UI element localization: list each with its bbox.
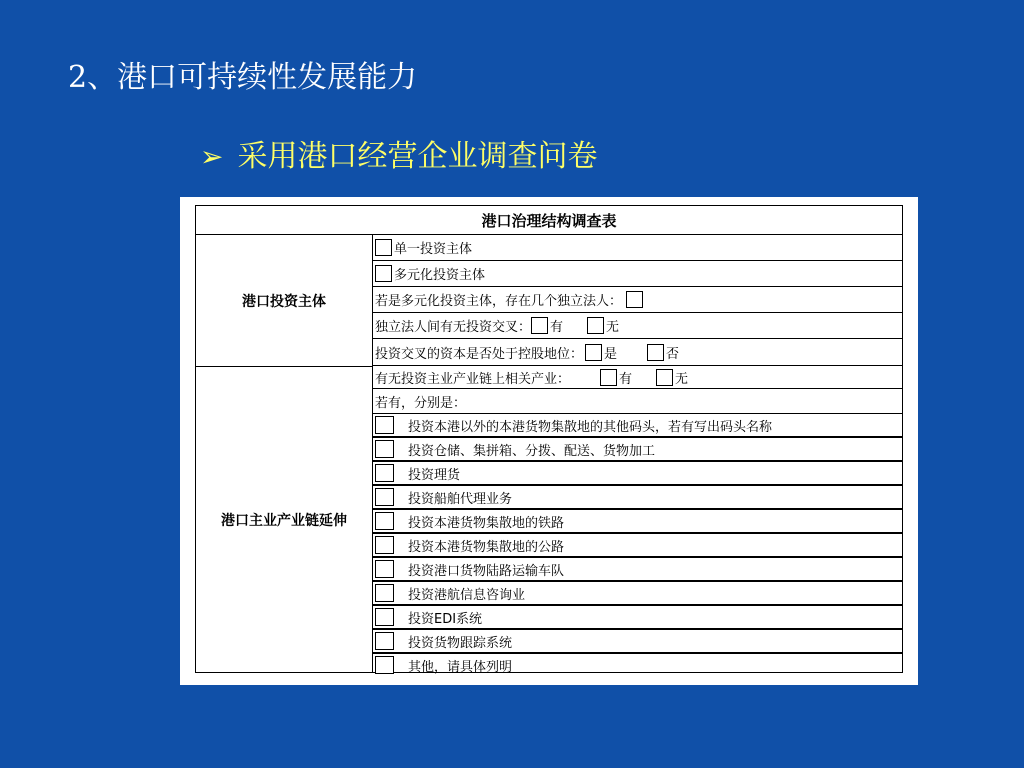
list-item	[373, 462, 902, 486]
label-if-yes: 若有，分别是：	[375, 395, 467, 411]
label-related-industry: 有无投资主业产业链上相关产业：	[375, 372, 571, 387]
list-item	[373, 486, 902, 510]
list-item	[373, 510, 902, 534]
checkbox-legal-count[interactable]	[626, 291, 643, 308]
row-multi-investor	[373, 261, 902, 287]
label-single-investor: 单一投资主体	[394, 242, 473, 257]
option-control-no: 否	[666, 346, 680, 362]
option-cross-have: 有	[550, 320, 564, 335]
list-item	[373, 414, 902, 438]
option-related-have: 有	[619, 372, 633, 387]
item-label: 投资EDI系统	[408, 611, 483, 627]
checkbox-multi-investor[interactable]	[375, 265, 392, 282]
list-item	[373, 630, 902, 654]
list-item	[373, 654, 902, 676]
checkbox-item[interactable]	[375, 440, 394, 458]
survey-sheet	[180, 197, 918, 685]
checkbox-cross-none[interactable]	[587, 317, 604, 334]
bullet-text: 采用港口经营企业调查问卷	[237, 139, 598, 174]
checkbox-item[interactable]	[375, 608, 394, 626]
section-label-investor: 港口投资主体	[196, 235, 373, 367]
item-label: 投资港口货物陆路运输车队	[408, 563, 565, 579]
row-related-industry	[373, 367, 902, 389]
item-label: 投资仓储、集拼箱、分拨、配送、货物加工	[408, 443, 656, 459]
option-control-yes: 是	[604, 346, 618, 362]
row-cross-invest	[373, 313, 902, 339]
checkbox-item[interactable]	[375, 560, 394, 578]
list-item	[373, 606, 902, 630]
checkbox-related-have[interactable]	[600, 369, 617, 386]
item-label: 投资本港以外的本港货物集散地的其他码头，若有写出码头名称	[408, 419, 773, 435]
item-label: 投资理货	[408, 467, 461, 483]
list-item	[373, 438, 902, 462]
row-if-yes	[373, 389, 902, 414]
checkbox-item[interactable]	[375, 632, 394, 650]
checkbox-cross-have[interactable]	[531, 317, 548, 334]
list-item	[373, 558, 902, 582]
item-label: 投资港航信息咨询业	[408, 587, 526, 603]
row-control	[373, 339, 902, 366]
checkbox-item[interactable]	[375, 488, 394, 506]
checkbox-single-investor[interactable]	[375, 239, 392, 256]
checkbox-control-no[interactable]	[647, 344, 664, 361]
checkbox-item[interactable]	[375, 512, 394, 530]
table-title: 港口治理结构调查表	[196, 206, 902, 235]
label-cross-invest: 独立法人间有无投资交叉：	[375, 320, 532, 335]
row-single-investor	[373, 235, 902, 261]
item-label: 其他，请具体列明	[408, 659, 513, 675]
option-cross-none: 无	[606, 320, 620, 335]
option-related-none: 无	[675, 372, 689, 387]
section-label-chain: 港口主业产业链延伸	[196, 367, 373, 672]
checkbox-control-yes[interactable]	[585, 344, 602, 361]
survey-table	[195, 205, 903, 673]
label-legal-count: 若是多元化投资主体，存在几个独立法人：	[375, 294, 623, 309]
slide-title: 2、港口可持续性发展能力	[68, 60, 418, 95]
item-label: 投资本港货物集散地的公路	[408, 539, 565, 555]
item-label: 投资货物跟踪系统	[408, 635, 513, 651]
label-control: 投资交叉的资本是否处于控股地位：	[375, 346, 584, 362]
checkbox-related-none[interactable]	[656, 369, 673, 386]
list-item	[373, 534, 902, 558]
list-item	[373, 582, 902, 606]
checkbox-item[interactable]	[375, 584, 394, 602]
checkbox-item[interactable]	[375, 416, 394, 434]
row-legal-count	[373, 287, 902, 313]
section-investor-rows	[373, 235, 902, 366]
label-multi-investor: 多元化投资主体	[394, 268, 486, 283]
item-label: 投资本港货物集散地的铁路	[408, 515, 565, 531]
checkbox-item[interactable]	[375, 656, 394, 674]
checkbox-item[interactable]	[375, 536, 394, 554]
checkbox-item[interactable]	[375, 464, 394, 482]
bullet-line	[200, 136, 597, 178]
section-chain-rows	[373, 367, 902, 676]
arrow-bullet-icon: ➢	[200, 140, 224, 173]
item-label: 投资船舶代理业务	[408, 491, 513, 507]
